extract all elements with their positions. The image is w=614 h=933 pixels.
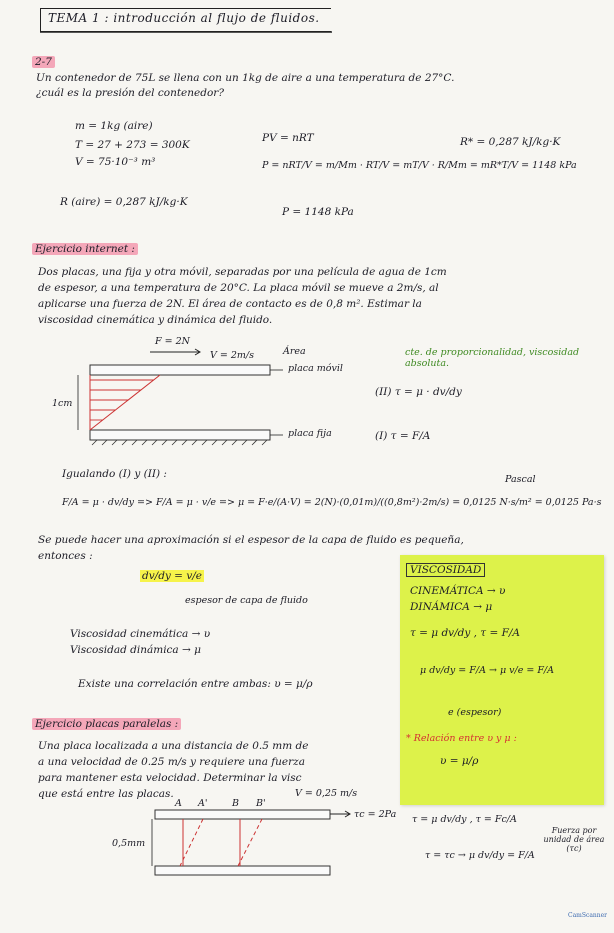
sticky-relation-eq: υ = μ/ρ <box>440 755 479 767</box>
camscanner-logo: CamScanner <box>568 912 608 919</box>
shear-stress-eq-i: (I) τ = F/A <box>375 430 431 442</box>
pressure-result: P = 1148 kPa <box>282 206 354 218</box>
exercise-statement-1: Dos placas, una fija y otra móvil, separadas por una película de agua de 1cm <box>38 266 447 278</box>
viscosity-derivation: F/A = μ · dv/dy => F/A = μ · v/e => μ = F·e/(A·V) = 2(N)·(0,01m)/((0,8m²)·2m/s) = 0,0125 N·s/m² = 0,0125 Pa·s <box>62 497 602 508</box>
exercise-statement-2: de espesor, a una temperatura de 20°C. La placa móvil se mueve a 2m/s, al <box>38 282 439 294</box>
approximation-2: entonces : <box>38 550 93 562</box>
shear-stress-eq-ii: (II) τ = μ · dv/dy <box>375 386 462 398</box>
data-gas-constant: R (aire) = 0,287 kJ/kg·K <box>60 196 188 208</box>
plates-equations: τ = μ dv/dy , τ = Fc/A <box>412 814 517 825</box>
fig-area-label: Área <box>283 346 306 357</box>
shear-stress-value: τc = 2Pa <box>354 809 397 820</box>
force-per-area-note: Fuerza por unidad de área (τc) <box>543 826 605 853</box>
sticky-relation-label: * Relación entre υ y μ : <box>406 733 517 744</box>
parallel-plates-label: Ejercicio placas paralelas : <box>32 718 181 730</box>
sticky-shear-eq: τ = μ dv/dy , τ = F/A <box>410 627 520 639</box>
exercise-statement-3: aplicarse una fuerza de 2N. El área de contacto es de 0,8 m². Estimar la <box>38 298 422 310</box>
dynamic-viscosity: Viscosidad dinámica → μ <box>70 644 201 656</box>
problem-question: ¿cuál es la presión del contenedor? <box>36 87 224 99</box>
plate-label-b: B <box>232 798 239 809</box>
data-volume: V = 75·10⁻³ m³ <box>75 156 156 168</box>
plate-velocity-label: V = 0,25 m/s <box>295 788 358 799</box>
plates-equation-2: τ = τc → μ dv/dy = F/A <box>425 850 535 861</box>
thickness-label: espesor de capa de fluido <box>185 595 308 606</box>
equating-label: Igualando (I) y (II) : <box>62 468 167 480</box>
sticky-note <box>400 555 604 805</box>
fig-velocity-label: V = 2m/s <box>210 350 254 361</box>
plate-label-a: A <box>175 798 182 809</box>
proportionality-note: cte. de proporcionalidad, viscosidad absoluta. <box>405 347 580 369</box>
kinematic-viscosity: Viscosidad cinemática → υ <box>70 628 211 640</box>
pressure-derivation: P = nRT/V = m/Mm · RT/V = mT/V · R/Mm = mR*T/V = 1148 kPa <box>262 160 577 171</box>
problem-statement: Un contenedor de 75L se llena con un 1kg de aire a una temperatura de 27°C. <box>36 72 455 84</box>
plates-statement-2: a una velocidad de 0.25 m/s y requiere una fuerza <box>38 756 305 768</box>
sticky-thickness: e (espesor) <box>448 707 502 718</box>
sticky-dynamic: DINÁMICA → μ <box>410 601 493 613</box>
specific-gas-constant: R* = 0,287 kJ/kg·K <box>460 136 561 148</box>
page-title: TEMA 1 : introducción al flujo de fluidos. <box>48 11 320 25</box>
plates-statement-3: para mantener esta velocidad. Determinar la visc <box>38 772 302 784</box>
pascal-label: Pascal <box>505 474 536 485</box>
exercise-statement-4: viscosidad cinemática y dinámica del fluido. <box>38 314 273 326</box>
plate-label-a-prime: A' <box>198 798 208 809</box>
sticky-equation: μ dv/dy = F/A → μ v/e = F/A <box>420 665 554 676</box>
plate-label-b-prime: B' <box>256 798 266 809</box>
fig-force-label: F = 2N <box>155 336 190 347</box>
fig-moving-plate-label: placa móvil <box>288 363 343 374</box>
viscosity-correlation: Existe una correlación entre ambas: υ = μ/ρ <box>78 678 313 690</box>
sticky-kinematic: CINEMÁTICA → υ <box>410 585 506 597</box>
ideal-gas-law: PV = nRT <box>262 132 314 144</box>
plates-diagram <box>78 349 283 445</box>
fig-fixed-plate-label: placa fija <box>288 428 332 439</box>
sticky-heading: VISCOSIDAD <box>406 563 485 577</box>
plates-statement-4: que está entre las placas. <box>38 788 174 800</box>
gradient-approximation: dv/dy = v/e <box>142 570 203 582</box>
approximation-1: Se puede hacer una aproximación si el espesor de la capa de fluido es pequeña, <box>38 534 464 546</box>
fig-gap-label: 1cm <box>52 398 73 409</box>
plates-statement-1: Una placa localizada a una distancia de 0.5 mm de <box>38 740 309 752</box>
plate-gap-label: 0,5mm <box>112 838 146 849</box>
exercise-label: Ejercicio internet : <box>32 243 138 255</box>
problem-label: 2-7 <box>32 56 55 68</box>
data-mass: m = 1kg (aire) <box>75 120 153 132</box>
parallel-plates-diagram <box>152 810 350 875</box>
data-temperature: T = 27 + 273 = 300K <box>75 139 190 151</box>
